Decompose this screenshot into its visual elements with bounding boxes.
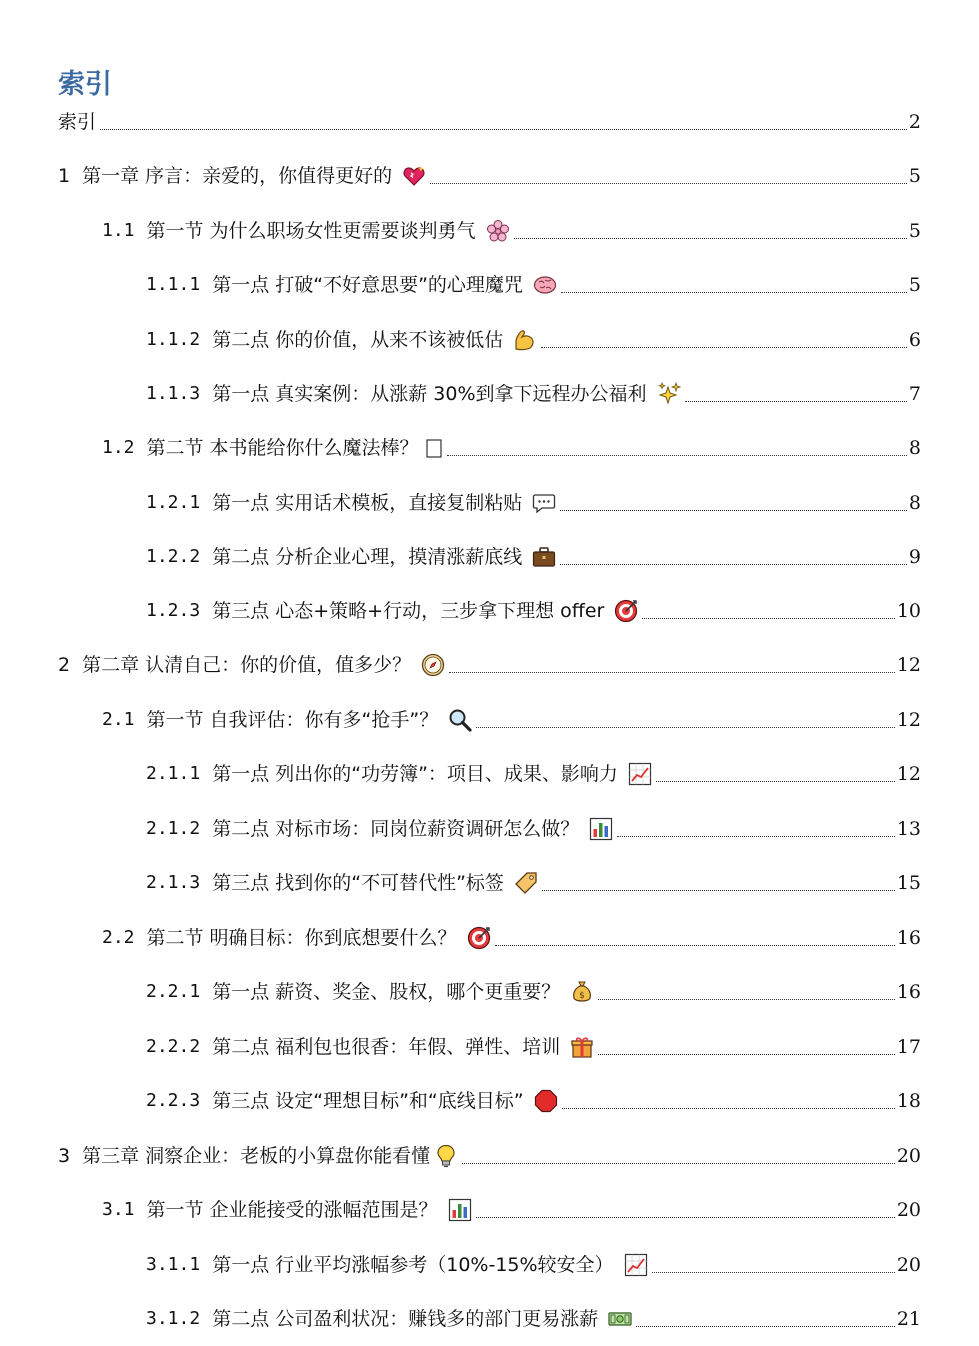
toc-entry-title: 第一节 为什么职场女性更需要谈判勇气 — [146, 220, 476, 242]
chart-increasing-icon — [628, 762, 652, 786]
dot-leader — [541, 347, 907, 348]
toc-entry-number: 2.1.1 — [146, 763, 201, 784]
toc-entry-number: 2.2 — [102, 927, 135, 948]
toc-entry-page: 21 — [896, 1308, 921, 1330]
toc-entry-page: 5 — [908, 274, 921, 296]
dot-leader — [561, 292, 907, 293]
toc-entry-number: 2 — [58, 654, 71, 676]
toc-entry[interactable] — [58, 162, 921, 190]
toc-entry-title: 第一点 列出你的“功劳簿”：项目、成果、影响力 — [212, 763, 618, 785]
toc-entry-number: 2.2.2 — [146, 1036, 201, 1057]
toc-entry-title: 第三章 洞察企业：老板的小算盘你能看懂 — [82, 1145, 431, 1167]
toc-entry-title: 第一点 实用话术模板，直接复制粘贴 — [212, 492, 523, 514]
dot-leader — [542, 890, 895, 891]
toc-entry-page: 10 — [896, 600, 921, 622]
toc-entry-page: 18 — [896, 1090, 921, 1112]
toc-entry[interactable] — [102, 434, 921, 462]
toc-entry-page: 12 — [896, 654, 921, 676]
toc-entry-page: 8 — [908, 437, 921, 459]
toc-entry[interactable] — [146, 760, 921, 788]
banknote-icon — [608, 1307, 632, 1331]
money-bag-icon — [570, 980, 594, 1004]
toc-entry-title: 第二点 你的价值，从来不该被低估 — [212, 329, 504, 351]
toc-entry-title: 第一点 真实案例：从涨薪 30%到拿下远程办公福利 — [212, 383, 647, 405]
toc-entry-number: 1.1 — [102, 220, 135, 241]
light-bulb-icon — [434, 1144, 458, 1168]
gift-icon — [570, 1035, 594, 1059]
toc-entry[interactable] — [146, 1087, 921, 1115]
page-title: 索引 — [58, 69, 112, 100]
toc-entry-page: 13 — [896, 818, 921, 840]
sparkles-icon — [657, 382, 681, 406]
toc-entry-number: 1.1.3 — [146, 383, 201, 404]
toc-entry[interactable] — [102, 1196, 921, 1224]
compass-icon — [421, 653, 445, 677]
toc-entry[interactable] — [102, 217, 921, 245]
toc-entry[interactable] — [58, 651, 921, 679]
toc-entry-number: 3.1 — [102, 1199, 135, 1220]
toc-entry-page: 5 — [908, 165, 921, 187]
stop-sign-icon — [534, 1089, 558, 1113]
toc-entry-page: 20 — [896, 1254, 921, 1276]
target-icon — [467, 926, 491, 950]
dot-leader — [642, 618, 894, 619]
toc-entry-title: 第一节 自我评估：你有多“抢手”？ — [146, 709, 439, 731]
label-tag-icon — [514, 871, 538, 895]
toc-entry[interactable] — [58, 1142, 921, 1170]
toc-entry[interactable] — [146, 1305, 921, 1333]
toc-entry[interactable] — [146, 978, 921, 1006]
toc-entry-number: 2.1 — [102, 709, 135, 730]
toc-entry-page: 16 — [896, 981, 921, 1003]
toc-entry-title: 第一章 序言：亲爱的，你值得更好的 — [82, 165, 393, 187]
toc-entry-page: 15 — [896, 872, 921, 894]
sparkling-heart-icon — [402, 164, 426, 188]
flexed-biceps-icon — [513, 328, 537, 352]
toc-entry-page: 2 — [908, 111, 921, 133]
dot-leader — [652, 1272, 895, 1273]
toc-entry-number: 1 — [58, 165, 71, 187]
toc-entry-title: 第一点 行业平均涨幅参考（10%-15%较安全） — [212, 1254, 614, 1276]
chart-increasing-icon — [624, 1253, 648, 1277]
toc-entry-page: 17 — [896, 1036, 921, 1058]
toc-entry[interactable] — [102, 706, 921, 734]
toc-entry-number: 1.2 — [102, 437, 135, 458]
target-icon — [614, 599, 638, 623]
dot-leader — [514, 238, 907, 239]
toc-entry-title: 第三点 找到你的“不可替代性”标签 — [212, 872, 504, 894]
toc-entry[interactable] — [146, 1033, 921, 1061]
toc-entry-page: 16 — [896, 927, 921, 949]
toc-entry-page: 6 — [908, 329, 921, 351]
toc-entry[interactable] — [146, 815, 921, 843]
toc-entry-page: 20 — [896, 1145, 921, 1167]
toc-entry[interactable] — [146, 489, 921, 517]
toc-entry-title: 第二节 本书能给你什么魔法棒？ — [146, 437, 419, 459]
dot-leader — [560, 564, 907, 565]
bar-chart-icon — [448, 1198, 472, 1222]
speech-balloon-icon — [532, 491, 556, 515]
toc-entry-title: 第二点 对标市场：同岗位薪资调研怎么做？ — [212, 818, 580, 840]
dot-leader — [100, 129, 907, 130]
toc-entry[interactable] — [146, 869, 921, 897]
toc-entry[interactable] — [58, 108, 921, 136]
brain-icon — [533, 273, 557, 297]
toc-entry-number: 3 — [58, 1145, 71, 1167]
toc-entry-title: 第一节 企业能接受的涨幅范围是？ — [146, 1199, 438, 1221]
dot-leader — [430, 183, 907, 184]
toc-entry-number: 2.1.3 — [146, 872, 201, 893]
toc-entry-title: 第三点 心态+策略+行动，三步拿下理想 offer — [212, 600, 605, 622]
toc-entry-number: 1.1.2 — [146, 329, 201, 350]
toc-entry-title: 第一点 打破“不好意思要”的心理魔咒 — [212, 274, 523, 296]
dot-leader — [598, 1054, 895, 1055]
toc-entry-title: 第三点 设定“理想目标”和“底线目标” — [212, 1090, 524, 1112]
toc-entry[interactable] — [146, 271, 921, 299]
toc-entry-title: 索引 — [58, 111, 97, 133]
toc-entry-page: 5 — [908, 220, 921, 242]
toc-entry[interactable] — [146, 380, 921, 408]
dot-leader — [636, 1326, 895, 1327]
toc-entry-number: 1.1.1 — [146, 274, 201, 295]
dot-leader — [476, 1217, 895, 1218]
toc-entry-title: 第二点 公司盈利状况：赚钱多的部门更易涨薪 — [212, 1308, 599, 1330]
briefcase-icon — [532, 545, 556, 569]
toc-entry-page: 8 — [908, 492, 921, 514]
dot-leader — [447, 455, 907, 456]
toc-entry[interactable] — [102, 924, 921, 952]
toc-entry[interactable] — [146, 597, 921, 625]
dot-leader — [598, 999, 895, 1000]
toc-entry-number: 3.1.1 — [146, 1254, 201, 1275]
dot-leader — [449, 672, 895, 673]
cherry-blossom-icon — [486, 219, 510, 243]
dot-leader — [562, 1108, 895, 1109]
dot-leader — [560, 510, 907, 511]
toc-entry-number: 2.2.3 — [146, 1090, 201, 1111]
toc-entry-number: 1.2.2 — [146, 546, 201, 567]
toc-entry-title: 第二章 认清自己：你的价值，值多少？ — [82, 654, 412, 676]
toc-entry-number: 3.1.2 — [146, 1308, 201, 1329]
dot-leader — [476, 727, 895, 728]
dot-leader — [495, 945, 895, 946]
toc-entry-page: 12 — [896, 763, 921, 785]
toc-entry-number: 1.2.1 — [146, 492, 201, 513]
dot-leader — [617, 836, 895, 837]
toc-entry[interactable] — [146, 326, 921, 354]
toc-entry-title: 第一点 薪资、奖金、股权，哪个更重要？ — [212, 981, 561, 1003]
toc-entry[interactable] — [146, 543, 921, 571]
toc-entry-number: 2.1.2 — [146, 818, 201, 839]
toc-entry[interactable] — [146, 1251, 921, 1279]
toc-entry-title: 第二节 明确目标：你到底想要什么？ — [146, 927, 457, 949]
toc-entry-number: 1.2.3 — [146, 600, 201, 621]
toc-entry-title: 第二点 福利包也很香：年假、弹性、培训 — [212, 1036, 561, 1058]
toc-entry-page: 12 — [896, 709, 921, 731]
toc-entry-page: 20 — [896, 1199, 921, 1221]
toc-entry-title: 第二点 分析企业心理，摸清涨薪底线 — [212, 546, 523, 568]
bar-chart-icon — [589, 817, 613, 841]
toc-entry-number: 2.2.1 — [146, 981, 201, 1002]
toc-entry-page: 7 — [908, 383, 921, 405]
magnifier-icon — [448, 708, 472, 732]
missing-glyph-icon — [425, 436, 443, 460]
toc-entry-page: 9 — [908, 546, 921, 568]
dot-leader — [462, 1163, 895, 1164]
svg-text:$: $ — [579, 991, 586, 1001]
dot-leader — [656, 781, 895, 782]
dot-leader — [685, 401, 907, 402]
